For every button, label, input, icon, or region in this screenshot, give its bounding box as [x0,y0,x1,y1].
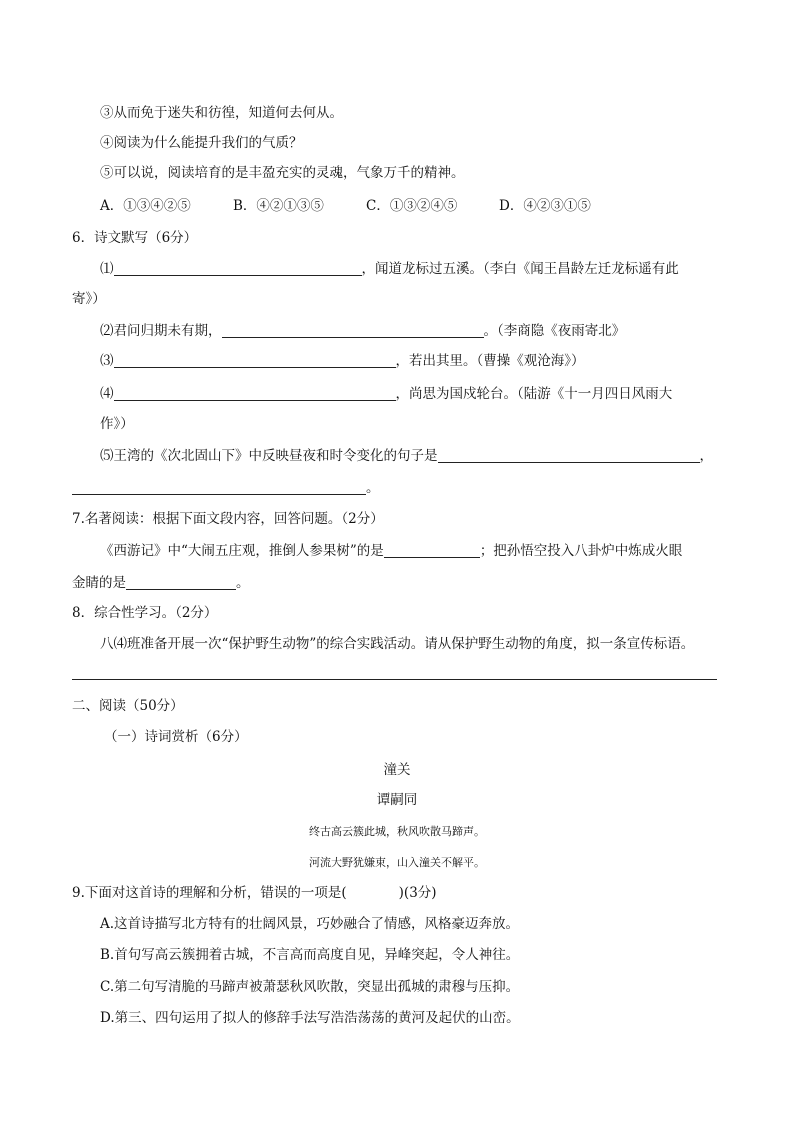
item-text: ，尚思为国戍轮台。（陆游《十一月四日风雨大 [395,386,673,402]
poem-title: 潼关 [383,762,411,778]
option-b: B．④②①③⑤ [233,198,324,214]
option-c: C．①③②④⑤ [366,198,458,214]
q9-option-c: C.第二句写清脆的马蹄声被萧瑟秋风吹散，突显出孤城的肃穆与压抑。 [100,979,520,995]
item-text-end: 。（李商隐《夜雨寄北》 [483,323,626,339]
answer-blank[interactable] [126,575,236,590]
item-text: ，闻道龙标过五溪。（李白《闻王昌龄左迁龙标遥有此 [361,261,679,277]
q6-title: 6．诗文默写（6分） [72,230,198,246]
q8-title: 8．综合性学习。（2分） [72,605,218,621]
q9-title [72,884,437,902]
item-number: ⑶ [100,353,114,369]
q7-title: 7.名著阅读：根据下面文段内容，回答问题。（2分） [72,511,384,527]
poem-line-1: 终古高云簇此城，秋风吹散马蹄声。 [309,825,485,838]
answer-blank[interactable] [114,353,396,368]
q6-item-5 [100,447,713,465]
q7-line-1 [100,542,682,560]
q7-line-2 [72,574,250,592]
item-text: ，若出其里。（曹操《观沧海》） [395,353,585,369]
answer-blank[interactable] [72,480,366,495]
answer-blank[interactable] [384,543,480,558]
q7-text: 《西游记》中“大闹五庄观，推倒人参果树”的是 [100,543,384,559]
answer-line[interactable] [72,679,717,680]
q6-item-2 [100,322,625,340]
q6-item-4 [100,385,672,403]
answer-blank[interactable] [222,323,484,338]
q6-item-1-cont: 寄》） [72,291,106,307]
q9-stem: 9.下面对这首诗的理解和分析，错误的一项是( [72,885,347,901]
q7-text-cont: 金睛的是 [72,575,126,591]
item-text: ⑸王湾的《次北固山下》中反映昼夜和时令变化的句子是 [100,448,438,464]
answer-blank[interactable] [114,386,396,401]
passage-sentence-5: ⑤可以说，阅读培育的是丰盈充实的灵魂，气象万千的精神。 [100,165,465,181]
option-a: A．①③④②⑤ [100,198,191,214]
q6-item-5-cont [72,479,380,497]
q9-option-a: A.这首诗描写北方特有的壮阔风景，巧妙融合了情感，风格豪迈奔放。 [100,916,520,932]
item-number: ⑴ [100,261,114,277]
q9-option-b: B.首句写高云簇拥着古城，不言高而高度自见，异峰突起，令人神往。 [100,947,520,963]
passage-sentence-3: ③从而免于迷失和彷徨，知道何去何从。 [100,105,343,121]
q7-text-end: 。 [236,575,250,591]
option-d: D．④②③①⑤ [499,198,591,214]
q6-item-1 [100,260,679,278]
answer-blank[interactable] [114,261,362,276]
item-number: ⑷ [100,386,114,402]
section-title: 二、阅读（50分） [72,698,184,714]
item-end: 。 [366,480,380,496]
q5-options [100,197,632,215]
item-comma: ， [699,448,713,464]
q6-item-3 [100,352,585,370]
poem-line-2: 河流大野犹嫌束，山入潼关不解平。 [309,856,485,869]
passage-sentence-4: ④阅读为什么能提升我们的气质？ [100,135,303,151]
q9-option-d: D.第三、四句运用了拟人的修辞手法写浩浩荡荡的黄河及起伏的山峦。 [100,1010,520,1026]
subsection-title: （一）诗词赏析（6分） [104,729,248,745]
q8-text: 八⑷班准备开展一次“保护野生动物”的综合实践活动。请从保护野生动物的角度，拟一条宣传标语。 [100,636,695,652]
q7-text-mid: ；把孙悟空投入八卦炉中炼成火眼 [479,543,683,559]
poem-author: 谭嗣同 [376,792,418,808]
item-text: ⑵君问归期未有期， [100,323,222,339]
q9-score: )(3分) [398,885,437,901]
answer-blank[interactable] [438,448,700,463]
q6-item-4-cont: 作》） [100,416,134,432]
